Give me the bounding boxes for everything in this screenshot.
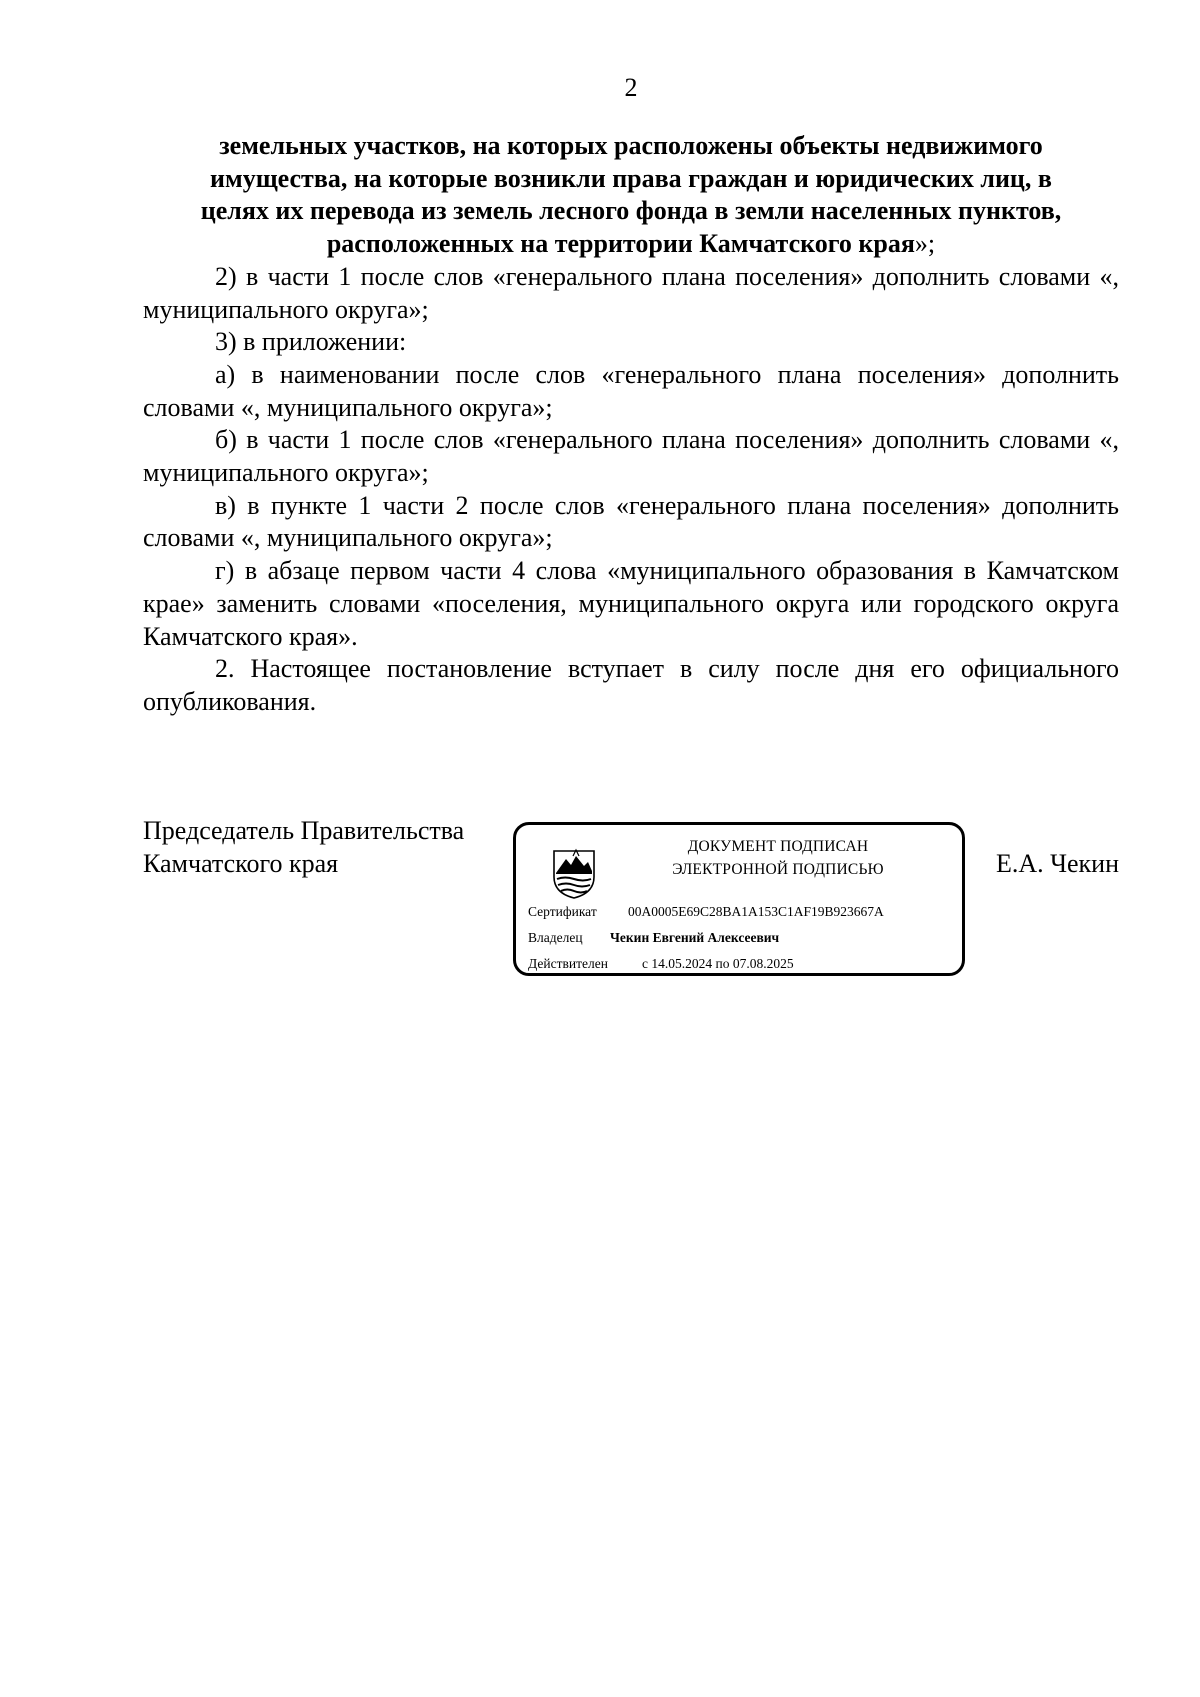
- signer-title-line: Камчатского края: [143, 848, 339, 878]
- heading-line: [153, 228, 1109, 261]
- valid-value: с 14.05.2024 по 07.08.2025: [642, 956, 794, 971]
- document-body: [143, 130, 1119, 719]
- owner-label: Владелец: [528, 930, 583, 945]
- paragraph-item-2: 2) в части 1 после слов «генерального плана поселения» дополнить словами «, муниципального округа»;: [143, 261, 1119, 324]
- signer-title: [143, 815, 464, 880]
- stamp-certificate-row: [528, 903, 884, 921]
- paragraph-item-3: 3) в приложении:: [215, 327, 407, 357]
- paragraph-item-3v: в) в пункте 1 части 2 после слов «генерального плана поселения» дополнить словами «, муниципального округа»;: [143, 490, 1119, 553]
- certificate-value: 00A0005E69C28BA1A153C1AF19B923667A: [628, 904, 884, 919]
- heading-line: земельных участков, на которых расположены объекты недвижимого: [219, 131, 1043, 160]
- page-number: 2: [624, 73, 638, 102]
- paragraph-item-3g: г) в абзаце первом части 4 слова «муниципального образования в Камчатском крае» заменить словами «поселения, муниципального округа или городского округа Камчатского края».: [143, 556, 1119, 651]
- heading-line-text: расположенных на территории Камчатского края: [326, 229, 915, 259]
- heading-line: целях их перевода из земель лесного фонда в земли населенных пунктов,: [200, 196, 1062, 226]
- heading-tail: »;: [914, 229, 936, 259]
- kamchatka-emblem-icon: [552, 847, 596, 899]
- owner-value: Чекин Евгений Алексеевич: [610, 930, 780, 945]
- valid-label: Действителен: [528, 956, 608, 971]
- signer-title-line: Председатель Правительства: [143, 816, 465, 845]
- stamp-validity-row: [528, 955, 794, 973]
- stamp-header-line: ЭЛЕКТРОННОЙ ПОДПИСЬЮ: [672, 861, 884, 878]
- heading-line: имущества, на которые возникли права граждан и юридических лиц, в: [210, 163, 1052, 193]
- heading-continuation: [143, 130, 1119, 261]
- signer-name: Е.А. Чекин: [995, 849, 1119, 878]
- paragraph-effective-date: 2. Настоящее постановление вступает в силу после дня его официального опубликования.: [143, 654, 1119, 716]
- certificate-label: Сертификат: [528, 904, 597, 919]
- stamp-owner-row: [528, 929, 779, 947]
- stamp-header-line: ДОКУМЕНТ ПОДПИСАН: [687, 838, 869, 855]
- paragraph-item-3b: б) в части 1 после слов «генерального плана поселения» дополнить словами «, муниципального округа»;: [143, 425, 1119, 488]
- stamp-header: [608, 835, 948, 881]
- paragraph-item-3a: а) в наименовании после слов «генерального плана поселения» дополнить словами «, муниципального округа»;: [143, 359, 1119, 422]
- electronic-signature-stamp: [513, 822, 965, 976]
